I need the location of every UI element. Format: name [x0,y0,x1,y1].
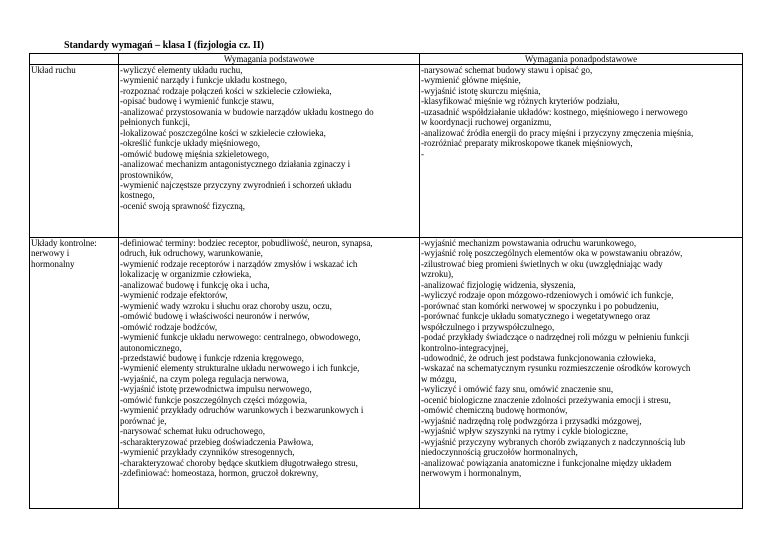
text-line: -analizować fizjologię widzenia, słyszenia, [421,279,576,290]
basic-requirements-cell [119,238,420,509]
text-line: -scharakteryzować przebieg doświadczenia Pawłowa, [120,436,314,447]
text-line: -wyjaśnić mechanizm powstawania odruchu warunkowego, [421,238,637,248]
text-line: -wyliczyć elementy układu ruchu, [120,65,243,75]
text-line: -wymienić narządy i funkcje układu kostnego, [120,75,287,86]
text-line: -przedstawić budowę i funkcje rdzenia kręgowego, [120,352,304,363]
text-line: -porównać funkcje układu somatycznego i wegetatywnego oraz [421,311,651,322]
page-title: Standardy wymagań – klasa I (fizjologia cz. II) [64,40,265,51]
text-line: -wymienić rodzaje receptorów i narządów zmysłów i wskazać ich [120,258,358,269]
text-line: -charakteryzować choroby będące skutkiem długotrwałego stresu, [120,457,358,468]
text-line: - [421,148,424,159]
text-line: -wymienić rodzaje efektorów, [120,290,228,301]
text-line: -ocenić swoją sprawność fizyczną, [120,200,245,211]
text-line: kostnego, [120,190,155,201]
text-line: -omówić rodzaje bodźców, [120,321,218,332]
text-line: -analizować budowę i funkcję oka i ucha, [120,279,270,290]
text-line: -omówić budowę i właściwości neuronów i nerwów, [120,311,310,322]
text-line: -klasyfikować mięśnie wg różnych kryteriów podziału, [421,96,620,107]
text-line: -wymienić najczęstsze przyczyny zwyrodnień i schorzeń układu [120,179,352,190]
text-line: pełnionych funkcji, [120,117,190,128]
text-line: wzroku), [421,269,454,280]
text-line: porównać je, [120,415,167,426]
text-line: -analizować mechanizm antagonistycznego działania zginaczy i [120,159,351,170]
section-name-cell [30,65,119,238]
text-line: -wyjaśnić wpływ szyszynki na rytmy i cykle biologiczne, [421,426,628,437]
text-line: Układy kontrolne: [31,238,97,248]
header-advanced: Wymagania ponadpodstawowe [420,54,743,65]
text-line: -wymienić główne mięśnie, [421,75,521,86]
text-line: -opisać budowę i wymienić funkcje stawu, [120,96,274,107]
text-line: w koordynacji ruchowej organizmu, [421,117,552,128]
section-row-movement [30,65,743,238]
text-line: lokalizację w organizmie człowieka, [120,269,252,280]
text-line: -zdefiniować: homeostaza, hormon, gruczoł dokrewny, [120,467,319,478]
text-line: -lokalizować poszczególne kości w szkielecie człowieka, [120,127,326,138]
text-line: -wymienić wady wzroku i słuchu oraz choroby uszu, oczu, [120,300,332,311]
text-line: -rozróżniać preparaty mikroskopowe tkanek mięśniowych, [421,138,633,149]
section-row-control-systems [30,238,743,509]
text-line: współczulnego i przywspółczulnego, [421,321,555,332]
advanced-requirements-cell [420,238,743,509]
text-line: -wyjaśnić istotę przewodnictwa impulsu nerwowego, [120,384,312,395]
text-line: niedoczynnością gruczołów hormonalnych, [421,447,578,458]
text-line: -wymienić elementy strukturalne układu nerwowego i ich funkcje, [120,363,360,374]
text-line: -omówić chemiczną budowę hormonów, [421,405,568,416]
requirements-table [29,53,743,509]
text-line: -zilustrować bieg promieni świetlnych w oku (uwzględniając wady [421,258,663,269]
text-line: -podać przykłady świadczące o nadrzędnej roli mózgu w pełnieniu funkcji [421,332,690,343]
text-line: -udowodnić, że odruch jest podstawa funkcjonowania człowieka, [421,352,656,363]
text-line: -wyliczyć rodzaje opon mózgowo-rdzeniowych i omówić ich funkcje, [421,290,674,301]
text-line: prostowników, [120,169,174,180]
text-line: -ocenić biologiczne znaczenie zdolności przeżywania emocji i stresu, [421,394,671,405]
text-line: w mózgu, [421,373,457,384]
header-basic: Wymagania podstawowe [119,54,420,65]
text-line: nerwowy i [31,248,70,259]
section-name-cell [30,238,119,509]
text-line: -wymienić funkcje układu nerwowego: centralnego, obwodowego, [120,332,361,343]
text-line: autonomicznego, [120,342,182,353]
text-line: -analizować powiązania anatomiczne i funkcjonalne między układem [421,457,672,468]
text-line: nerwowym i hormonalnym, [421,467,522,478]
text-line: odruch, łuk odruchowy, warunkowanie, [120,248,263,259]
header-row [30,54,743,65]
text-line: -wyjaśnić istotę skurczu mięśnia, [421,85,541,96]
text-line: -wskazać na schematycznym rysunku rozmieszczenie ośrodków korowych [421,363,691,374]
text-line: kontrolno-integracyjnej, [421,342,509,353]
text-line: -porównać stan komórki nerwowej w spoczynku i po pobudzeniu, [421,300,659,311]
text-line: -omówić budowę mięśnia szkieletowego, [120,148,269,159]
text-line: -definiować terminy: bodziec receptor, pobudliwość, neuron, synapsa, [120,238,373,248]
text-line: -wymienić przykłady odruchów warunkowych i bezwarunkowych i [120,405,364,416]
text-line: -wyliczyć i omówić fazy snu, omówić znaczenie snu, [421,384,614,395]
text-line: -wyjaśnić przyczyny wybranych chorób związanych z nadczynnością lub [421,436,686,447]
advanced-requirements-cell [420,65,743,238]
text-line: -wyjaśnić, na czym polega regulacja nerwowa, [120,373,289,384]
text-line: -określić funkcje układy mięśniowego, [120,138,260,149]
text-line: -wyjaśnić nadrzędną rolę podwzgórza i przysadki mózgowej, [421,415,642,426]
text-line: Układ ruchu [31,65,76,75]
text-line: -narysować schemat łuku odruchowego, [120,426,265,437]
text-line: -wyjaśnić rolę poszczególnych elementów oka w powstawaniu obrazów, [421,248,683,259]
text-line: -analizować źródła energii do pracy mięśni i przyczyny zmęczenia mięśnia, [421,127,694,138]
basic-requirements-cell [119,65,420,238]
text-line: -analizować przystosowania w budowie narządów układu kostnego do [120,106,374,117]
text-line: -uzasadnić współdziałanie układów: kostnego, mięśniowego i nerwowego [421,106,688,117]
header-empty-cell [30,54,119,65]
text-line: -rozpoznać rodzaje połączeń kości w szkielecie człowieka, [120,85,332,96]
text-line: -wymienić przykłady czynników stresogennych, [120,447,295,458]
text-line: hormonalny [31,258,75,269]
text-line: -narysować schemat budowy stawu i opisać go, [421,65,593,75]
text-line: -omówić funkcje poszczególnych części mózgowia, [120,394,308,405]
